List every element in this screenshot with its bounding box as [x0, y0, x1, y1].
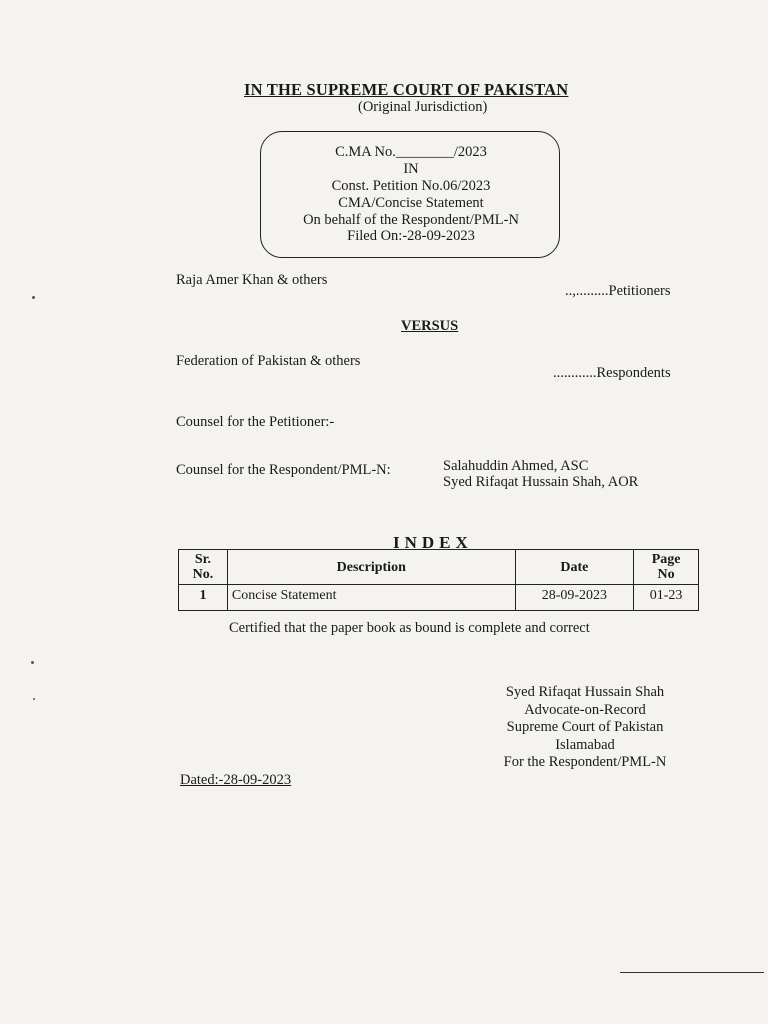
jurisdiction-subtitle: (Original Jurisdiction) [358, 99, 488, 115]
versus-heading: VERSUS [401, 318, 459, 334]
in-label: IN [403, 161, 419, 177]
respondents-role: ............Respondents [553, 365, 671, 381]
on-behalf-line: On behalf of the Respondent/PML-N [303, 212, 519, 228]
statement-type: CMA/Concise Statement [338, 195, 484, 211]
court-title: IN THE SUPREME COURT OF PAKISTAN [244, 80, 569, 99]
counsel-petitioner-label: Counsel for the Petitioner:- [176, 414, 335, 430]
respondent-name: Federation of Pakistan & others [176, 353, 361, 369]
scan-speck [33, 698, 35, 700]
table-row [179, 585, 699, 611]
footer-line [620, 972, 764, 973]
filed-on-date: Filed On:-28-09-2023 [347, 228, 475, 244]
signature-block [470, 684, 700, 772]
date-header: Date [515, 550, 634, 585]
petitioner-name: Raja Amer Khan & others [176, 272, 328, 288]
row-date: 28-09-2023 [515, 585, 634, 611]
petition-number: Const. Petition No.06/2023 [331, 178, 491, 194]
signatory-city: Islamabad [555, 736, 615, 753]
dated-line: Dated:-28-09-2023 [180, 772, 292, 788]
row-description: Concise Statement [227, 585, 515, 611]
sr-no-header: Sr. No. [179, 550, 228, 585]
index-title: INDEX [393, 533, 473, 552]
scan-speck [32, 296, 35, 299]
counsel-respondent-label: Counsel for the Respondent/PML-N: [176, 462, 391, 478]
case-details-box [260, 131, 560, 258]
signatory-court: Supreme Court of Pakistan [506, 719, 664, 735]
description-header: Description [227, 550, 515, 585]
signatory-for: For the Respondent/PML-N [503, 754, 667, 770]
row-page: 01-23 [634, 585, 699, 611]
row-sr: 1 [179, 585, 228, 611]
index-table [178, 549, 699, 611]
signatory-name: Syed Rifaqat Hussain Shah [505, 684, 665, 700]
signatory-title: Advocate-on-Record [524, 701, 646, 718]
counsel-respondent-name-2: Syed Rifaqat Hussain Shah, AOR [443, 474, 639, 490]
index-header-row [179, 550, 699, 585]
counsel-respondent-name-1: Salahuddin Ahmed, ASC [443, 458, 589, 474]
cma-number: C.MA No.________/2023 [335, 144, 487, 160]
page-no-header: Page No [634, 550, 699, 585]
petitioners-role: ..,.........Petitioners [565, 283, 671, 299]
scan-speck [31, 661, 34, 664]
certification-text: Certified that the paper book as bound is complete and correct [229, 620, 590, 636]
